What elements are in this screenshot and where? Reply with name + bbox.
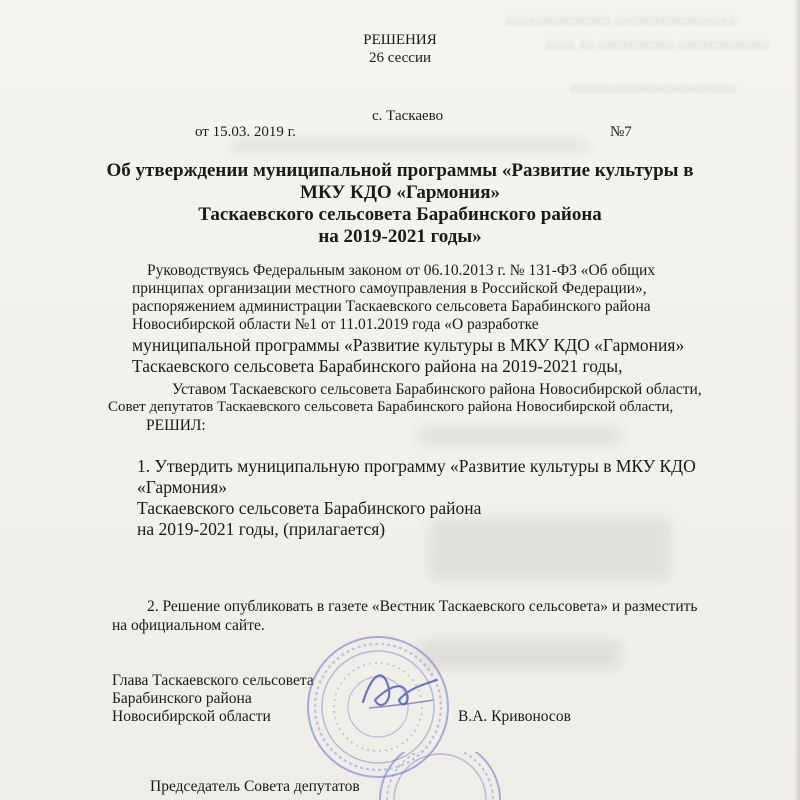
bleed-through-text: ▭▭▭▭▭▭▭▭▭▭▭ bbox=[570, 80, 737, 97]
title-line-2: МКУ КДО «Гармония» bbox=[300, 182, 500, 203]
preamble-line: муниципальной программы «Развитие культуры в МКУ КДО «Гармония» bbox=[132, 335, 685, 355]
preamble-line: Таскаевского сельсовета Барабинского района на 2019-2021 годы, bbox=[132, 356, 623, 376]
item-1-line: «Гармония» bbox=[137, 477, 228, 497]
item-1-line: 1. Утвердить муниципальную программу «Развитие культуры в МКУ КДО bbox=[137, 456, 696, 476]
document-date: от 15.03. 2019 г. bbox=[195, 124, 296, 140]
preamble-line: принципах организации местного самоуправления в Российской Федерации», bbox=[132, 280, 647, 297]
council-chair-title: Председатель Совета депутатов bbox=[150, 778, 360, 795]
session-number: 26 сессии bbox=[369, 50, 431, 66]
title-line-1: Об утверждении муниципальной программы «Развитие культуры в bbox=[106, 160, 694, 181]
bleed-through-band bbox=[420, 428, 620, 444]
bleed-through-band bbox=[230, 140, 590, 152]
page-edge-shadow bbox=[794, 0, 800, 800]
preamble-line: Совет депутатов Таскаевского сельсовета Барабинского района Новосибирской области, bbox=[108, 399, 674, 415]
signatory-title: Новосибирской области bbox=[112, 708, 271, 725]
item-2-line: 2. Решение опубликовать в газете «Вестник Таскаевского сельсовета» и разместить bbox=[147, 598, 698, 615]
signatory-name: В.А. Кривоносов bbox=[458, 708, 571, 725]
place-name: с. Таскаево bbox=[372, 108, 444, 124]
document-number: №7 bbox=[610, 124, 632, 140]
item-1-line: Таскаевского сельсовета Барабинского района bbox=[137, 498, 482, 518]
handwritten-signature-icon bbox=[355, 660, 445, 720]
item-2-line: на официальном сайте. bbox=[112, 617, 265, 634]
signatory-title: Глава Таскаевского сельсовета bbox=[112, 672, 314, 689]
resolved-label: РЕШИЛ: bbox=[146, 417, 206, 434]
preamble-line: Новосибирской области №1 от 11.01.2019 года «О разработке bbox=[132, 316, 539, 333]
bleed-through-text: ▭▭▭▭▭▭▭ ▭▭▭▭▭▭▭▭ bbox=[505, 12, 736, 29]
bleed-through-band bbox=[430, 520, 670, 580]
preamble-line: Руководствуясь Федеральным законом от 06.10.2013 г. № 131-ФЗ «Об общих bbox=[147, 262, 656, 279]
item-1-line: на 2019-2021 годы, (прилагается) bbox=[137, 519, 386, 539]
title-line-4: на 2019-2021 годы» bbox=[318, 226, 482, 247]
title-line-3: Таскаевского сельсовета Барабинского района bbox=[198, 204, 602, 225]
signatory-title: Барабинского района bbox=[112, 690, 252, 707]
bleed-through-band bbox=[420, 640, 620, 668]
bleed-through-text: ▭▭ ▭ ▭▭▭▭▭ ▭▭▭▭▭▭ bbox=[545, 36, 769, 53]
preamble-line: распоряжением администрации Таскаевского сельсовета Барабинского района bbox=[132, 298, 651, 315]
second-seal-icon bbox=[370, 752, 510, 800]
preamble-line: Уставом Таскаевского сельсовета Барабинского района Новосибирской области, bbox=[172, 381, 702, 398]
document-kind: РЕШЕНИЯ bbox=[363, 32, 437, 48]
